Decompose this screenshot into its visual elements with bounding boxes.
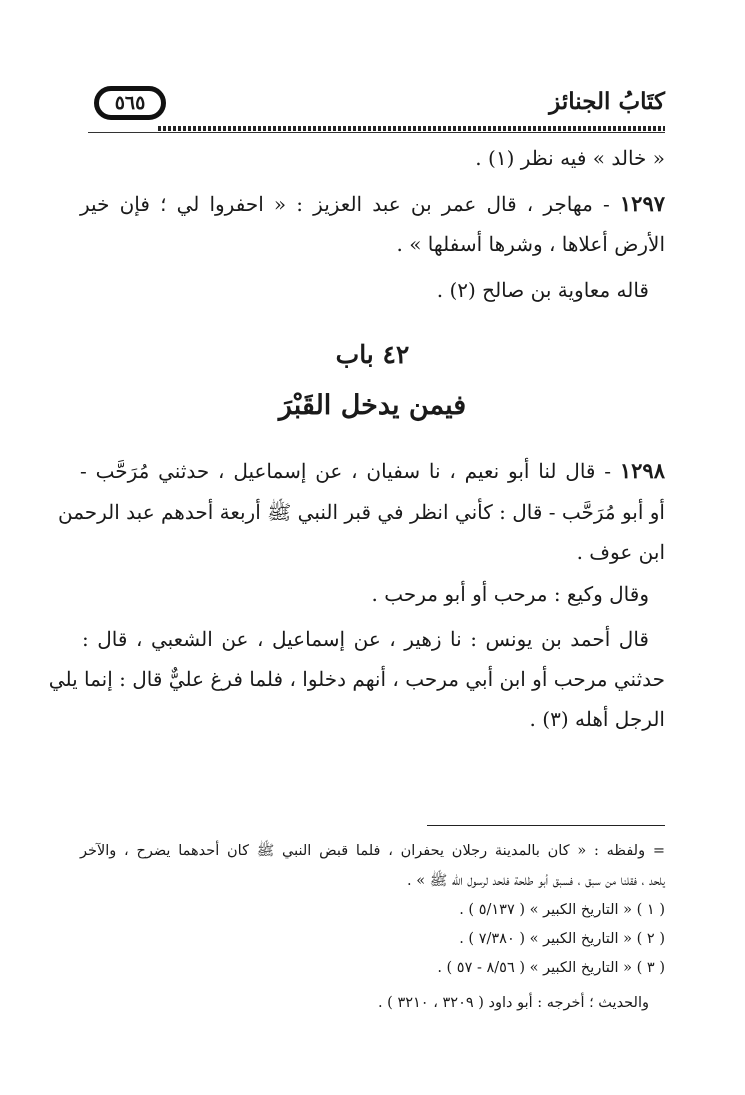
chapter-number: ٤٢ باب (335, 340, 410, 369)
footnote-hadith-reference: والحديث ؛ أخرجه : أبو داود ( ٣٢٠٩ ، ٣٢١٠ ) . (377, 995, 649, 1011)
chapter-title: فيمن يدخل القَبْرَ (278, 390, 467, 421)
footnote-continuation-line-2: يلحد ، فقلنا من سبق ، فسبق أبو طلحة فلحد لرسول الله ﷺ » . (407, 873, 665, 889)
text-line: « خالد » فيه نظر (١) . (475, 146, 665, 170)
footnote-2: ( ٢ ) « التاريخ الكبير » ( ٧/٣٨٠ ) . (459, 931, 665, 947)
page-number-badge (94, 86, 166, 120)
hadith-1298-line-7: الرجل أهله (٣) . (529, 707, 665, 731)
header-rule (158, 126, 665, 131)
hadith-text: - مهاجر ، قال عمر بن عبد العزيز : « احفروا لي ؛ فإن خير (80, 192, 610, 216)
hadith-1298-line-3: ابن عوف . (576, 540, 665, 564)
footnote-1: ( ١ ) « التاريخ الكبير » ( ٥/١٣٧ ) . (459, 902, 665, 918)
hadith-1298-line-5: قال أحمد بن يونس : نا زهير ، عن إسماعيل ، عن الشعبي ، قال : (82, 627, 649, 651)
header-rule-thin (88, 132, 665, 133)
hadith-1297-line-1 (80, 190, 665, 218)
footnote-rule (427, 825, 665, 826)
hadith-text: - قال لنا أبو نعيم ، نا سفيان ، عن إسماعيل ، حدثني مُرَحَّب - (80, 459, 612, 483)
page-number: ٥٦٥ (114, 92, 146, 114)
hadith-1298-line-1 (80, 457, 665, 485)
hadith-1298-line-2: أو أبو مُرَحَّب - قال : كأني انظر في قبر النبي ﷺ أربعة أحدهم عبد الرحمن (57, 500, 665, 524)
hadith-number: ١٢٩٧ (619, 191, 666, 216)
footnote-continuation-line-1: = ولفظه : « كان بالمدينة رجلان يحفران ، فلما قبض النبي ﷺ كان أحدهما يضرح ، والآخر (80, 843, 665, 859)
book-title: كتَابُ الجنائز (549, 88, 665, 115)
hadith-1297-line-3: قاله معاوية بن صالح (٢) . (436, 278, 649, 302)
footnote-3: ( ٣ ) « التاريخ الكبير » ( ٨/٥٦ - ٥٧ ) . (437, 960, 665, 976)
hadith-1298-line-6: حدثني مرحب أو ابن أبي مرحب ، أنهم دخلوا ، فلما فرغ عليٌّ قال : إنما يلي (48, 667, 665, 691)
hadith-1298-line-4: وقال وكيع : مرحب أو أبو مرحب . (371, 582, 649, 606)
hadith-1297-line-2: الأرض أعلاها ، وشرها أسفلها » . (396, 232, 665, 256)
hadith-number: ١٢٩٨ (619, 458, 665, 483)
page-header (88, 86, 665, 126)
